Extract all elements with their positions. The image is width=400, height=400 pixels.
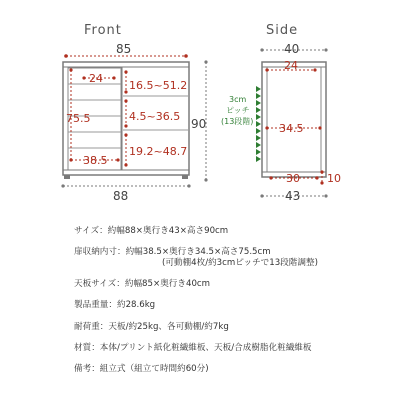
spec-note: 備考：組立式（組立て時間約60分) (74, 364, 209, 375)
side-top-depth-label: 40 (284, 42, 300, 56)
pitch-label-line2: ピッチ (226, 106, 250, 115)
front-shelf-gap-upper-label: 16.5~51.2 (129, 79, 188, 92)
spec-door-inner: 扉収納内寸：約幅38.5×奥行き34.5×高さ75.5cm (74, 247, 271, 258)
front-shelf-gap-lower-label: 19.2~48.7 (129, 145, 188, 158)
spec-weight: 製品重量：約28.6kg (74, 300, 156, 311)
front-inner-width-label: 24 (89, 72, 103, 85)
spec-list (74, 226, 394, 385)
front-inner-height-label: 75.5 (66, 112, 91, 125)
spec-top-size: 天板サイズ：約幅85×奥行き40cm (74, 279, 211, 290)
side-cabinet-outline (262, 62, 326, 177)
spec-material: 材質：本体/プリント紙化粧繊維板、天板/合成樹脂化粧繊維板 (74, 342, 312, 353)
spec-door-inner-note: (可動棚4枚/約3cmピッチで13段階調整) (162, 257, 318, 268)
side-bottom-inner-label: 30 (286, 172, 300, 185)
front-view-title: Front (84, 23, 122, 38)
front-door-inner-width-label: 38.5 (83, 154, 108, 167)
spec-size: サイズ：約幅88×奥行き43×高さ90cm (74, 226, 229, 236)
side-inner-top-label: 24 (284, 59, 298, 72)
spec-load: 耐荷重：天板/約25kg、各可動棚/約7kg (74, 321, 229, 332)
side-view-title: Side (266, 23, 299, 38)
front-bottom-width-label: 88 (113, 189, 129, 203)
side-view (221, 42, 341, 203)
side-bottom-depth-label: 43 (285, 189, 301, 203)
front-height-label: 90 (191, 117, 207, 131)
shelf-pitch-markers (256, 86, 261, 162)
side-foot-height-label: 10 (327, 172, 341, 185)
front-view (61, 42, 207, 203)
pitch-label-line1: 3cm (229, 95, 247, 104)
front-shelf-gap-middle-label: 4.5~36.5 (129, 110, 181, 123)
side-inner-depth-label: 34.5 (279, 122, 304, 135)
pitch-label-line3: (13段階) (221, 117, 254, 126)
front-top-width-label: 85 (116, 42, 132, 56)
